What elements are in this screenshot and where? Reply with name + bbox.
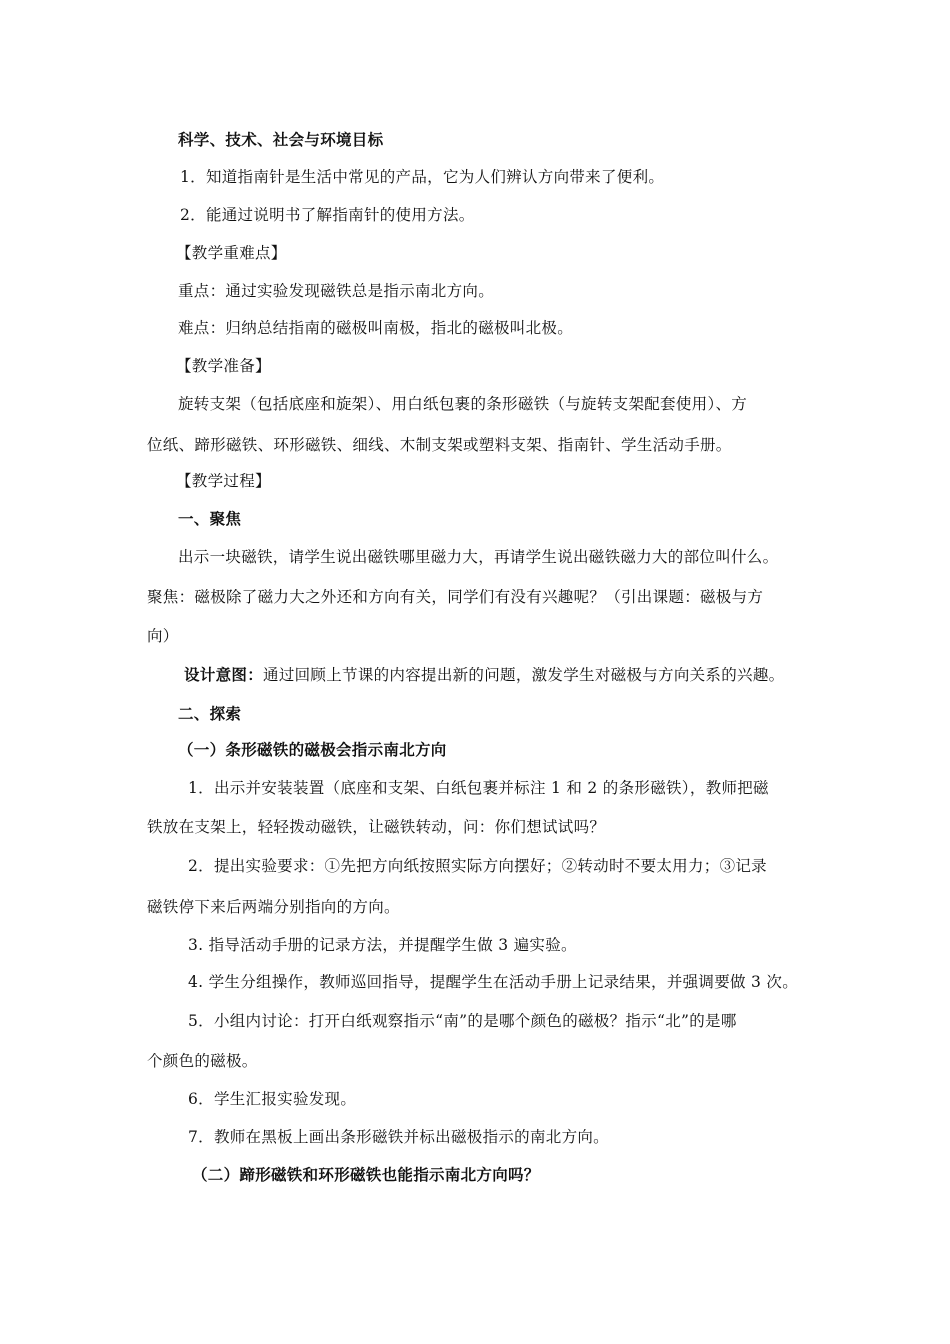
stse-objectives-heading: 科学、技术、社会与环境目标 <box>178 130 384 149</box>
step-5-line-1: 5．小组内讨论：打开白纸观察指示“南”的是哪个颜色的磁极？指示“北”的是哪 <box>188 1012 737 1030</box>
step-6: 6．学生汇报实验发现。 <box>188 1090 357 1108</box>
design-intent-paragraph <box>184 665 784 685</box>
section-focus-heading: 一、聚焦 <box>178 509 242 528</box>
subsection-bar-magnet-heading: （一）条形磁铁的磁极会指示南北方向 <box>178 740 447 759</box>
step-5-line-2: 个颜色的磁极。 <box>147 1052 258 1070</box>
step-3: 3. 指导活动手册的记录方法，并提醒学生做 3 遍实验。 <box>188 936 577 954</box>
preparation-text-line-1: 旋转支架（包括底座和旋架）、用白纸包裹的条形磁铁（与旋转支架配套使用）、方 <box>178 395 748 413</box>
step-1-line-1: 1．出示并安装装置（底座和支架、白纸包裹并标注 1 和 2 的条形磁铁），教师把磁 <box>188 779 769 797</box>
key-point-text: 重点：通过实验发现磁铁总是指示南北方向。 <box>178 282 495 300</box>
preparation-heading: 【教学准备】 <box>176 357 271 375</box>
design-intent-label: 设计意图： <box>184 665 264 684</box>
design-intent-text: 通过回顾上节课的内容提出新的问题，激发学生对磁极与方向关系的兴趣。 <box>263 666 785 684</box>
difficult-point-text: 难点：归纳总结指南的磁极叫南极，指北的磁极叫北极。 <box>178 319 574 337</box>
step-4: 4. 学生分组操作，教师巡回指导，提醒学生在活动手册上记录结果，并强调要做 3 次。 <box>188 973 799 991</box>
teaching-process-heading: 【教学过程】 <box>176 472 271 490</box>
step-2-line-1: 2．提出实验要求：①先把方向纸按照实际方向摆好；②转动时不要太用力；③记录 <box>188 857 767 875</box>
step-2-line-2: 磁铁停下来后两端分别指向的方向。 <box>147 898 400 916</box>
preparation-text-line-2: 位纸、蹄形磁铁、环形磁铁、细线、木制支架或塑料支架、指南针、学生活动手册。 <box>147 436 732 454</box>
key-points-heading: 【教学重难点】 <box>176 244 287 262</box>
focus-paragraph-line-2: 聚焦：磁极除了磁力大之外还和方向有关，同学们有没有兴趣呢？（引出课题：磁极与方 <box>147 588 764 606</box>
step-1-line-2: 铁放在支架上，轻轻拨动磁铁，让磁铁转动，问：你们想试试吗？ <box>147 818 606 836</box>
step-7: 7．教师在黑板上画出条形磁铁并标出磁极指示的南北方向。 <box>188 1128 609 1146</box>
focus-paragraph-line-3: 向） <box>147 627 179 645</box>
stse-objective-item-1: 1．知道指南针是生活中常见的产品，它为人们辨认方向带来了便利。 <box>180 168 665 186</box>
section-explore-heading: 二、探索 <box>178 704 242 723</box>
focus-paragraph-line-1: 出示一块磁铁，请学生说出磁铁哪里磁力大，再请学生说出磁铁磁力大的部位叫什么。 <box>178 548 779 566</box>
stse-objective-item-2: 2．能通过说明书了解指南针的使用方法。 <box>180 206 475 224</box>
subsection-horseshoe-ring-heading: （二）蹄形磁铁和环形磁铁也能指示南北方向吗？ <box>192 1165 540 1184</box>
